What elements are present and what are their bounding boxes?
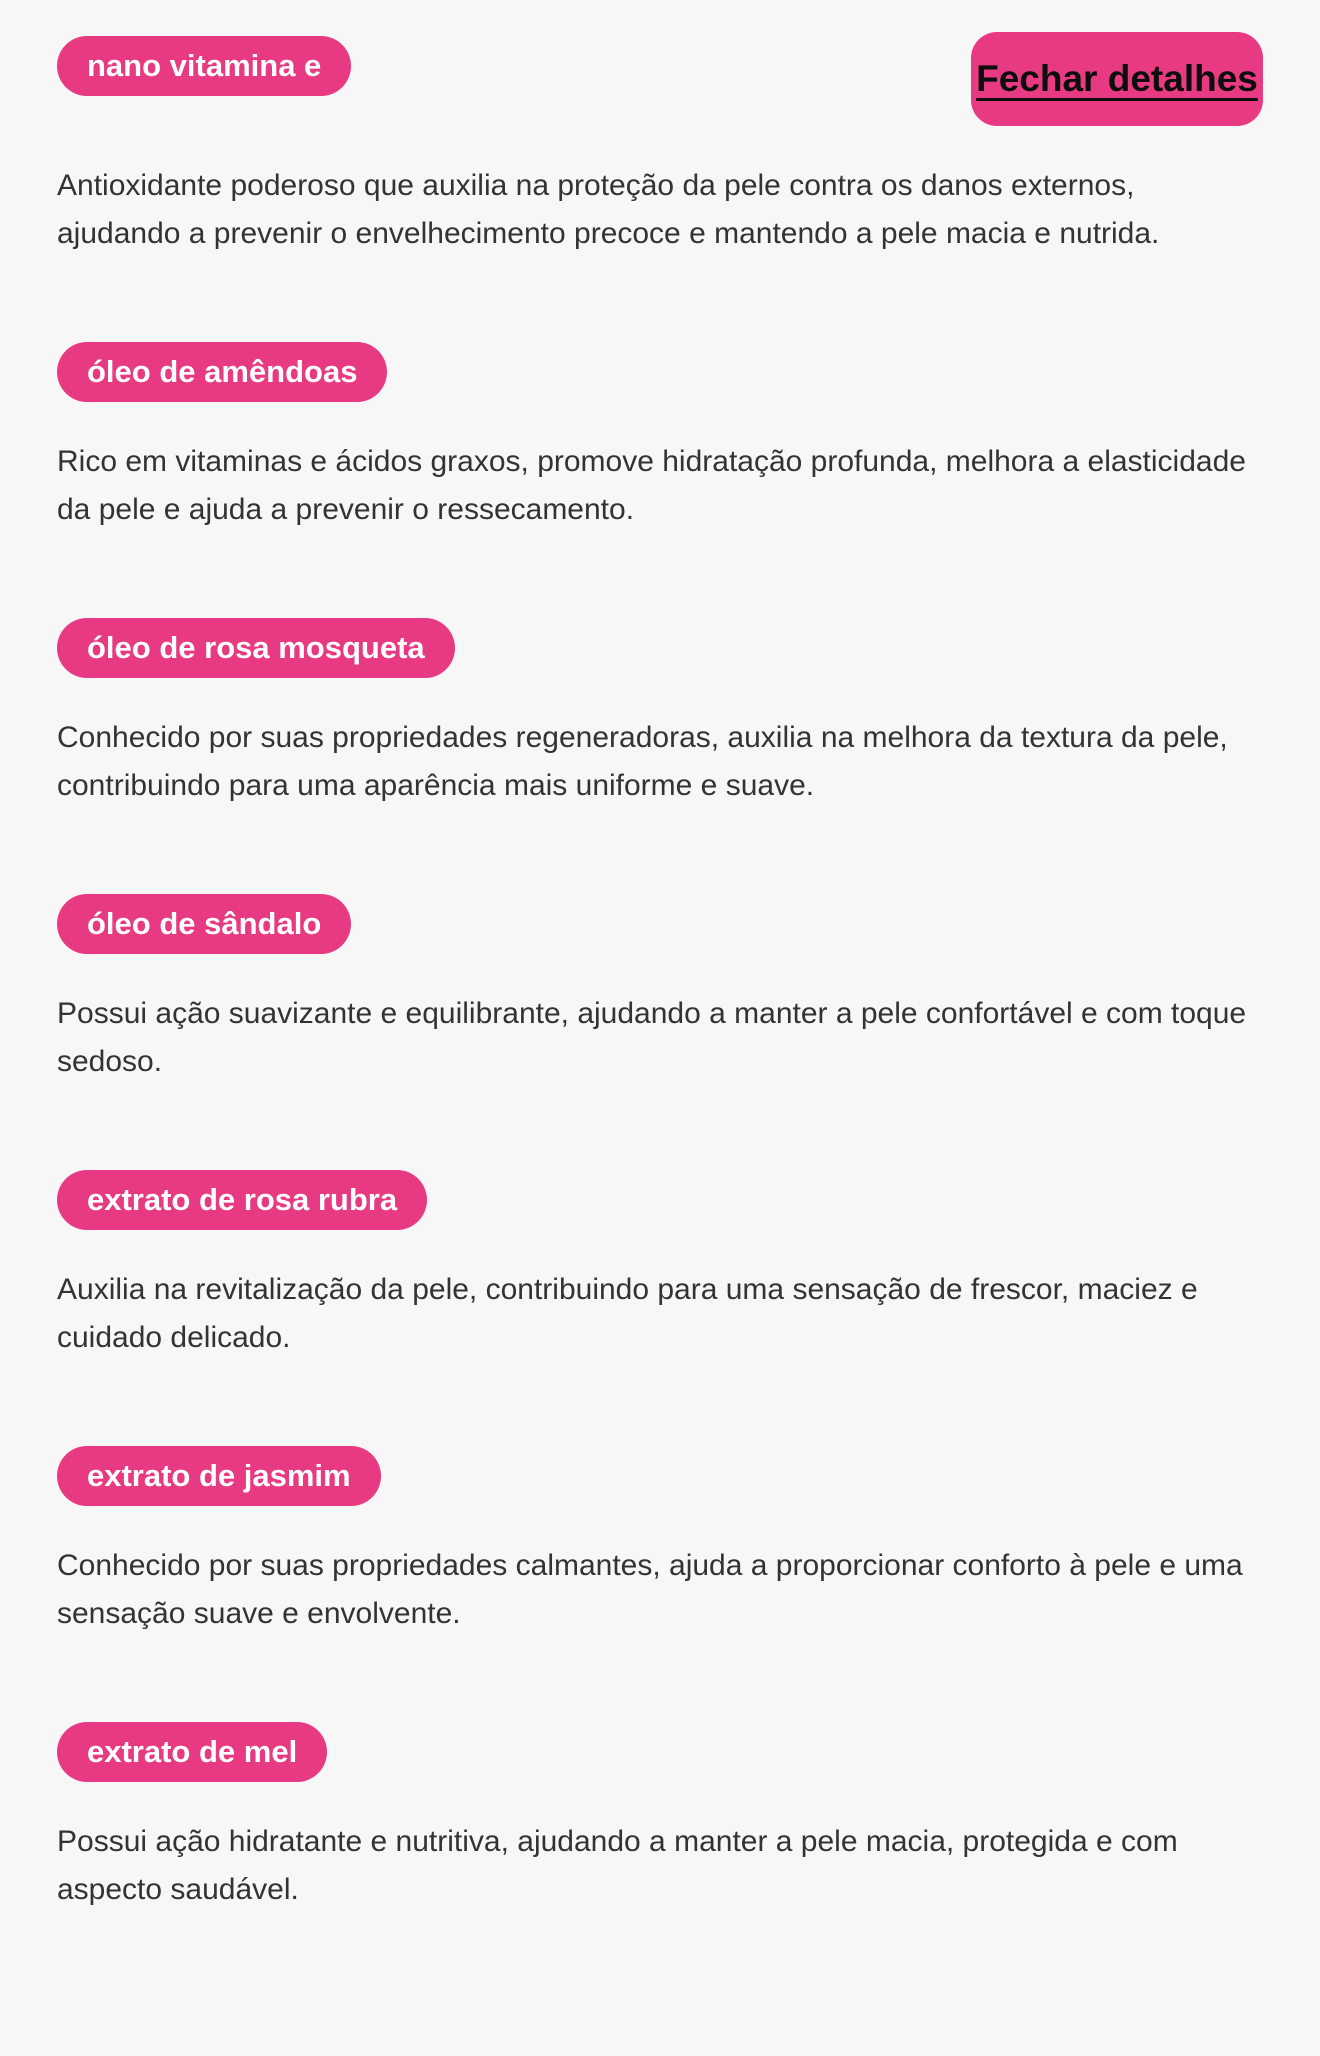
ingredient-section (57, 1170, 1263, 1362)
ingredient-section (57, 618, 1263, 810)
ingredient-badge-extrato-de-rosa-rubra: extrato de rosa rubra (57, 1170, 427, 1230)
ingredient-description: Possui ação suavizante e equilibrante, ajudando a manter a pele confortável e com toque sedoso. (57, 997, 1247, 1078)
ingredient-badge-extrato-de-jasmim: extrato de jasmim (57, 1446, 381, 1506)
details-header-row (57, 36, 1263, 126)
close-details-button[interactable] (971, 32, 1263, 126)
ingredient-description: Conhecido por suas propriedades calmantes, ajuda a proporcionar conforto à pele e uma sensação suave e envolvente. (57, 1549, 1243, 1630)
ingredient-section (57, 1722, 1263, 1914)
ingredient-section (57, 342, 1263, 534)
ingredient-badge-oleo-de-rosa-mosqueta: óleo de rosa mosqueta (57, 618, 455, 678)
close-details-button-label: Fechar detalhes (976, 58, 1258, 99)
ingredient-section (57, 894, 1263, 1086)
ingredient-description: Antioxidante poderoso que auxilia na proteção da pele contra os danos externos, ajudando a prevenir o envelhecimento precoce e mantendo a pele macia e nutrida. (57, 169, 1160, 250)
ingredient-description: Conhecido por suas propriedades regeneradoras, auxilia na melhora da textura da pele, contribuindo para uma aparência mais uniforme e suave. (57, 721, 1228, 802)
ingredient-description: Auxilia na revitalização da pele, contribuindo para uma sensação de frescor, maciez e cuidado delicado. (57, 1273, 1198, 1354)
ingredient-badge-oleo-de-sandalo: óleo de sândalo (57, 894, 351, 954)
ingredient-badge-nano-vitamina-e: nano vitamina e (57, 36, 351, 96)
ingredient-section (57, 1446, 1263, 1638)
ingredient-description: Possui ação hidratante e nutritiva, ajudando a manter a pele macia, protegida e com aspecto saudável. (57, 1825, 1178, 1906)
ingredient-badge-extrato-de-mel: extrato de mel (57, 1722, 327, 1782)
ingredient-description: Rico em vitaminas e ácidos graxos, promove hidratação profunda, melhora a elasticidade da pele e ajuda a prevenir o ressecamento. (57, 445, 1246, 526)
ingredient-badge-oleo-de-amendoas: óleo de amêndoas (57, 342, 387, 402)
